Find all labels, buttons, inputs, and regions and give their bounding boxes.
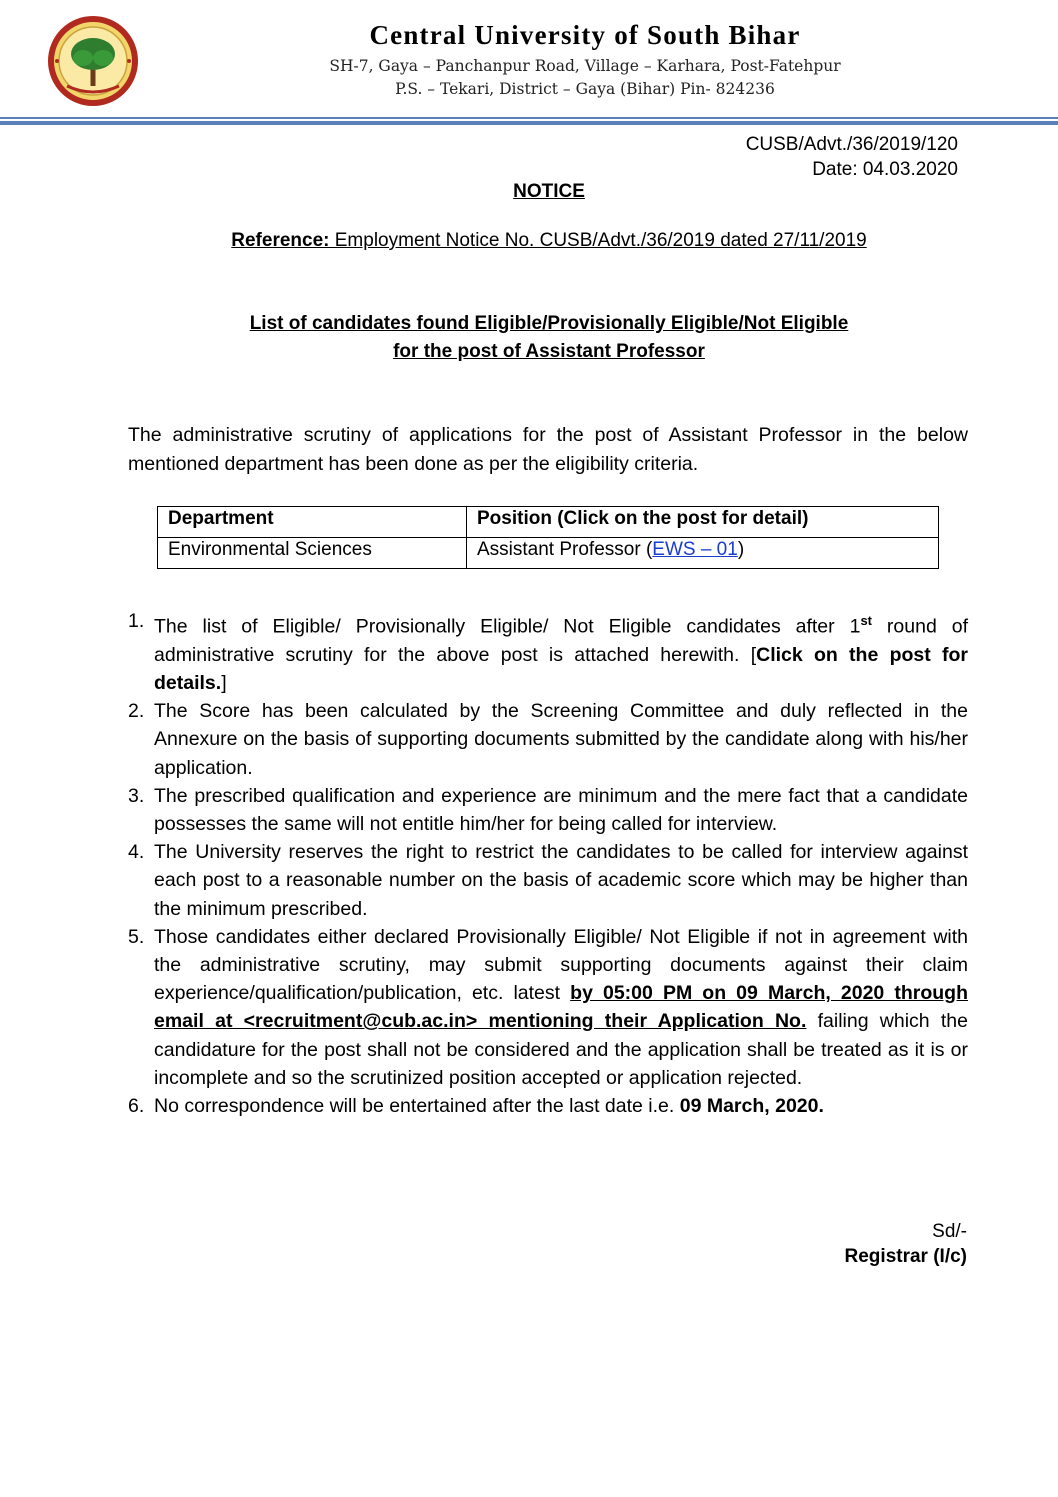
department-position-table [157, 506, 939, 569]
subject-line-2: for the post of Assistant Professor [393, 341, 705, 362]
position-suffix: ) [737, 539, 745, 560]
list-number: 2. [128, 700, 145, 723]
list-number: 1. [128, 610, 145, 632]
list-number: 3. [128, 784, 145, 807]
table-header-row [158, 507, 939, 538]
list-number: 6. [128, 1094, 145, 1117]
point-text: failing which the candidature for the post shall not be considered and the application shall be treated as it is or incomplete and so the scrutinized position accepted or application rejected. [154, 1010, 968, 1089]
position-prefix: Assistant Professor ( [477, 539, 653, 560]
point-text: Those candidates either declared Provisionally Eligible/ Not Eligible if not in agreement with the administrative scrutiny, may submit supporting documents against their claim experience/qualification/publication, etc. latest [154, 925, 968, 1005]
notice-date: Date: 04.03.2020 [812, 159, 958, 180]
point-text: round of administrative scrutiny for the above post is attached herewith. [ [154, 615, 968, 666]
reference-number: CUSB/Advt./36/2019/120 [745, 134, 958, 155]
point-text: The prescribed qualification and experience are minimum and the mere fact that a candidate possesses the same will not entitle him/her for being called for interview. [154, 784, 968, 835]
deadline-emphasis: by 05:00 PM on 09 March, 2020 through email at <recruitment@cub.ac.in> mentioning their Application No. [154, 982, 968, 1033]
reference-line [0, 230, 1058, 252]
point-bold-text: Click on the post for details. [154, 643, 968, 694]
ews-post-link[interactable]: EWS – 01 [652, 539, 738, 560]
list-number: 4. [128, 841, 145, 864]
subject-line-1: List of candidates found Eligible/Provisionally Eligible/Not Eligible [249, 313, 849, 334]
list-number: 5. [128, 925, 145, 948]
signature-sd: Sd/- [932, 1221, 967, 1242]
point-text: The Score has been calculated by the Screening Committee and duly reflected in the Annexure on the basis of supporting documents submitted by the candidate along with his/her application. [154, 700, 968, 779]
position-cell [467, 538, 939, 569]
point-text: ] [221, 671, 227, 694]
column-header-position: Position (Click on the post for detail) [467, 507, 939, 538]
list-item [128, 923, 968, 1092]
reference-text: Employment Notice No. CUSB/Advt./36/2019 dated 27/11/2019 [329, 230, 867, 251]
reference-label: Reference: [231, 230, 330, 251]
address-line-2: P.S. – Tekari, District – Gaya (Bihar) Pin- 824236 [395, 80, 775, 98]
signatory-designation: Registrar (I/c) [844, 1246, 967, 1267]
ordinal-suffix: st [860, 613, 872, 628]
point-text: No correspondence will be entertained after the last date i.e. [154, 1094, 680, 1117]
column-header-department: Department [158, 507, 467, 538]
table-row [158, 538, 939, 569]
department-cell: Environmental Sciences [158, 538, 467, 569]
university-seal-emblem-icon [43, 16, 143, 106]
list-item [128, 838, 968, 923]
intro-paragraph: The administrative scrutiny of applications for the post of Assistant Professor in the below mentioned department has been done as per the eligibility criteria. [128, 424, 968, 475]
list-item [128, 697, 968, 782]
letterhead-divider [0, 117, 1058, 119]
point-text: The list of Eligible/ Provisionally Eligible/ Not Eligible candidates after 1 [154, 615, 861, 638]
last-date-bold: 09 March, 2020. [679, 1094, 824, 1117]
address-line-1: SH-7, Gaya – Panchanpur Road, Village – Karhara, Post-Fatehpur [329, 57, 841, 75]
list-item [128, 607, 968, 697]
list-item [128, 782, 968, 838]
list-item [128, 1092, 968, 1120]
notice-title: NOTICE [513, 181, 585, 202]
university-name: Central University of South Bihar [369, 20, 801, 50]
point-text: The University reserves the right to restrict the candidates to be called for interview against each post to a reasonable number on the basis of academic score which may be higher than the minimum prescribed. [154, 841, 968, 920]
letterhead-divider-thick [0, 121, 1058, 125]
notice-points-list [128, 607, 968, 1120]
